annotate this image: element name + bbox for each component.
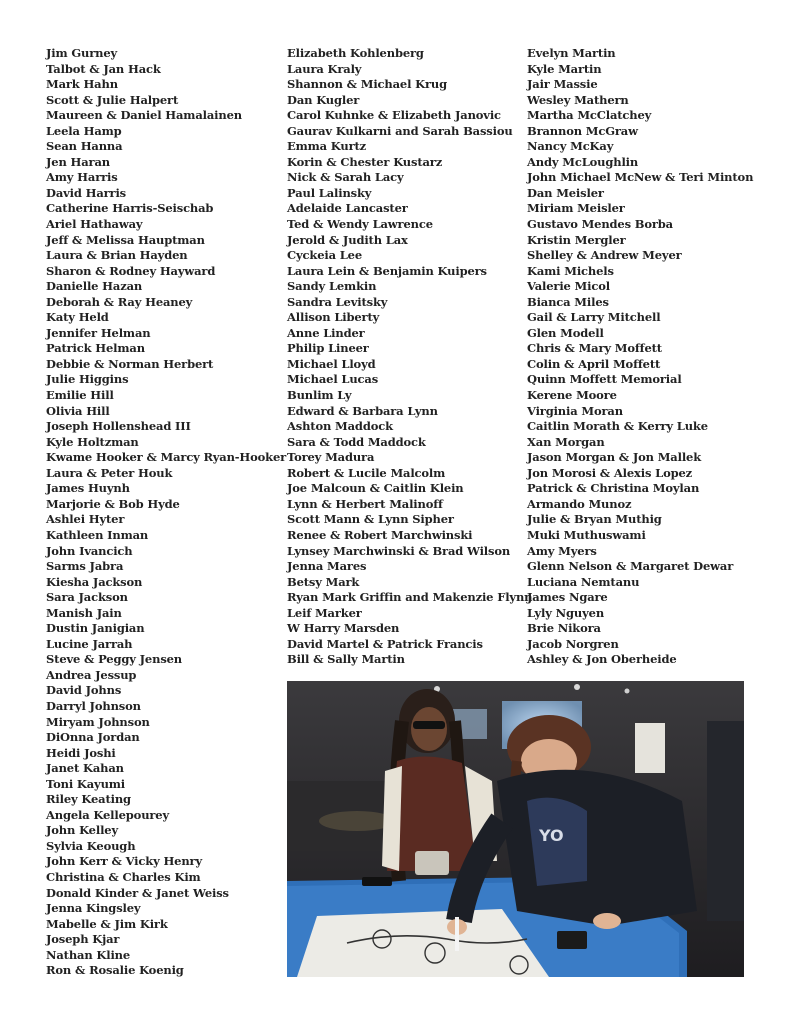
donor-name: Sara & Todd Maddock bbox=[287, 434, 426, 449]
donor-name: Joe Malcoun & Caitlin Klein bbox=[287, 481, 464, 496]
donor-name: Debbie & Norman Herbert bbox=[46, 356, 214, 371]
donor-name: Andy McLoughlin bbox=[527, 154, 639, 169]
donor-name: James Huynh bbox=[46, 481, 130, 496]
donor-name: Gaurav Kulkarni and Sarah Bassiou bbox=[287, 123, 513, 138]
donor-name: Kristin Mergler bbox=[527, 232, 626, 247]
donor-name: Mabelle & Jim Kirk bbox=[46, 916, 168, 931]
donor-name: Brannon McGraw bbox=[527, 123, 638, 138]
donor-name: Julie Higgins bbox=[46, 372, 129, 387]
donor-name: Xan Morgan bbox=[527, 434, 605, 449]
donor-name: Sandra Levitsky bbox=[287, 294, 388, 309]
donor-column-1 bbox=[46, 46, 286, 979]
donor-name: Kami Michels bbox=[527, 263, 614, 278]
donor-name: John Kerr & Vicky Henry bbox=[46, 854, 202, 869]
donor-name: Dustin Janigian bbox=[46, 621, 145, 636]
donor-name: Dan Kugler bbox=[287, 92, 360, 107]
donor-name: Kerene Moore bbox=[527, 388, 617, 403]
donor-name: Sara Jackson bbox=[46, 590, 128, 605]
donor-name: Ron & Rosalie Koenig bbox=[46, 963, 184, 978]
donor-name: Scott & Julie Halpert bbox=[46, 92, 179, 107]
donor-name: Bunlim Ly bbox=[287, 388, 352, 403]
donor-name: Maureen & Daniel Hamalainen bbox=[46, 108, 242, 123]
donor-name: Sarms Jabra bbox=[46, 559, 124, 574]
donor-name: John Kelley bbox=[46, 823, 118, 838]
donor-name: Anne Linder bbox=[287, 325, 365, 340]
donor-name: Caitlin Morath & Kerry Luke bbox=[527, 419, 708, 434]
donor-name: David Johns bbox=[46, 683, 122, 698]
donor-name: Lynn & Herbert Malinoff bbox=[287, 496, 443, 511]
donor-name: Dan Meisler bbox=[527, 185, 604, 200]
donor-name: Betsy Mark bbox=[287, 574, 360, 589]
donor-name: Nathan Kline bbox=[46, 947, 131, 962]
donor-column-2 bbox=[287, 46, 532, 668]
donor-name: Martha McClatchey bbox=[527, 108, 652, 123]
donor-name: Danielle Hazan bbox=[46, 279, 143, 294]
donor-name: Ashlei Hyter bbox=[46, 512, 125, 527]
donor-name: Christina & Charles Kim bbox=[46, 869, 201, 884]
donor-name: Amy Myers bbox=[527, 543, 597, 558]
donor-name: Riley Keating bbox=[46, 792, 131, 807]
donor-name: Michael Lucas bbox=[287, 372, 379, 387]
donor-name: Jenna Kingsley bbox=[46, 901, 141, 916]
donor-name: Torey Madura bbox=[287, 450, 375, 465]
donor-name: Jen Haran bbox=[46, 154, 110, 169]
donor-name: Muki Muthuswami bbox=[527, 527, 646, 542]
donor-name: Ashley & Jon Oberheide bbox=[527, 652, 677, 667]
donor-name: Armando Munoz bbox=[527, 496, 632, 511]
svg-text:YO: YO bbox=[539, 826, 564, 845]
donor-name: Shannon & Michael Krug bbox=[287, 77, 448, 92]
donor-name: Cyckeia Lee bbox=[287, 248, 363, 263]
donor-name: Nick & Sarah Lacy bbox=[287, 170, 404, 185]
donor-name: Sylvia Keough bbox=[46, 838, 136, 853]
donor-name: Janet Kahan bbox=[46, 761, 124, 776]
donor-name: Allison Liberty bbox=[287, 310, 380, 325]
donor-name: Elizabeth Kohlenberg bbox=[287, 46, 424, 60]
donor-name: Korin & Chester Kustarz bbox=[287, 154, 443, 169]
donor-name: Emilie Hill bbox=[46, 388, 114, 403]
donor-name: Olivia Hill bbox=[46, 403, 110, 418]
donor-name: Deborah & Ray Heaney bbox=[46, 294, 193, 309]
donor-name: Sean Hanna bbox=[46, 139, 123, 154]
donor-name: Glen Modell bbox=[527, 325, 604, 340]
donor-name: Quinn Moffett Memorial bbox=[527, 372, 682, 387]
donor-name: Jason Morgan & Jon Mallek bbox=[527, 450, 702, 465]
donor-name: Michael Lloyd bbox=[287, 356, 376, 371]
donor-name: Darryl Johnson bbox=[46, 698, 141, 713]
donor-name: Scott Mann & Lynn Sipher bbox=[287, 512, 454, 527]
donor-name: Lucine Jarrah bbox=[46, 636, 133, 651]
donor-name: Edward & Barbara Lynn bbox=[287, 403, 438, 418]
donor-name: Jeff & Melissa Hauptman bbox=[46, 232, 205, 247]
event-photo bbox=[287, 681, 744, 977]
donor-name: Jenna Mares bbox=[287, 559, 367, 574]
donor-name: Lyly Nguyen bbox=[527, 605, 605, 620]
donor-name: Mark Hahn bbox=[46, 77, 118, 92]
donor-name: Jacob Norgren bbox=[527, 636, 619, 651]
donor-name: Laura Kraly bbox=[287, 61, 362, 76]
donor-name: Kathleen Inman bbox=[46, 527, 149, 542]
donor-name: Renee & Robert Marchwinski bbox=[287, 527, 473, 542]
donor-name: DiOnna Jordan bbox=[46, 730, 140, 745]
donor-name: Wesley Mathern bbox=[527, 92, 629, 107]
donor-name: Lynsey Marchwinski & Brad Wilson bbox=[287, 543, 511, 558]
donor-name: Bill & Sally Martin bbox=[287, 652, 405, 667]
donor-name: Kyle Holtzman bbox=[46, 434, 139, 449]
donor-name: Robert & Lucile Malcolm bbox=[287, 465, 446, 480]
donor-name: Valerie Micol bbox=[527, 279, 610, 294]
donor-name: Jair Massie bbox=[527, 77, 598, 92]
donor-name: Leela Hamp bbox=[46, 123, 122, 138]
donor-name: Andrea Jessup bbox=[46, 667, 137, 682]
donor-name: Amy Harris bbox=[46, 170, 118, 185]
donor-name: Joseph Hollenshead III bbox=[46, 419, 191, 434]
donor-name: Gail & Larry Mitchell bbox=[527, 310, 661, 325]
donor-name: Laura & Peter Houk bbox=[46, 465, 173, 480]
donor-column-3 bbox=[527, 46, 753, 668]
donor-name: Julie & Bryan Muthig bbox=[527, 512, 662, 527]
donor-name: Marjorie & Bob Hyde bbox=[46, 496, 180, 511]
donor-name: Ted & Wendy Lawrence bbox=[287, 217, 433, 232]
donor-name: Jennifer Helman bbox=[46, 325, 151, 340]
donor-name: Katy Held bbox=[46, 310, 109, 325]
donor-name: Carol Kuhnke & Elizabeth Janovic bbox=[287, 108, 501, 123]
donor-name: Luciana Nemtanu bbox=[527, 574, 640, 589]
donor-name: Ashton Maddock bbox=[287, 419, 393, 434]
donor-name: Ryan Mark Griffin and Makenzie Flynn bbox=[287, 590, 533, 605]
donor-name: Jerold & Judith Lax bbox=[287, 232, 408, 247]
donor-name: Kwame Hooker & Marcy Ryan-Hooker bbox=[46, 450, 287, 465]
donor-name: John Michael McNew & Teri Minton bbox=[527, 170, 754, 185]
donor-name: Glenn Nelson & Margaret Dewar bbox=[527, 559, 734, 574]
donor-name: John Ivancich bbox=[46, 543, 133, 558]
donor-name: Paul Lalinsky bbox=[287, 185, 372, 200]
donor-name: Laura & Brian Hayden bbox=[46, 248, 188, 263]
donor-name: Sandy Lemkin bbox=[287, 279, 377, 294]
donor-name: Joseph Kjar bbox=[46, 932, 120, 947]
donor-name: Brie Nikora bbox=[527, 621, 601, 636]
donor-name: David Harris bbox=[46, 185, 126, 200]
donor-name: Heidi Joshi bbox=[46, 745, 116, 760]
donor-name: Colin & April Moffett bbox=[527, 356, 661, 371]
donor-name: Emma Kurtz bbox=[287, 139, 367, 154]
donor-name: Catherine Harris-Seischab bbox=[46, 201, 214, 216]
donor-name: Laura Lein & Benjamin Kuipers bbox=[287, 263, 487, 278]
donor-name: Gustavo Mendes Borba bbox=[527, 217, 673, 232]
donor-name: W Harry Marsden bbox=[287, 621, 400, 636]
donor-name: Sharon & Rodney Hayward bbox=[46, 263, 216, 278]
donor-name: Leif Marker bbox=[287, 605, 362, 620]
donor-name: Donald Kinder & Janet Weiss bbox=[46, 885, 229, 900]
donor-name: Shelley & Andrew Meyer bbox=[527, 248, 682, 263]
donor-name: Miriam Meisler bbox=[527, 201, 625, 216]
donor-name: Jim Gurney bbox=[46, 46, 118, 60]
donor-name: James Ngare bbox=[527, 590, 608, 605]
donor-name: Virginia Moran bbox=[527, 403, 623, 418]
donor-name: Steve & Peggy Jensen bbox=[46, 652, 183, 667]
donor-name: Miryam Johnson bbox=[46, 714, 150, 729]
donor-name: Philip Lineer bbox=[287, 341, 369, 356]
donor-name: Talbot & Jan Hack bbox=[46, 61, 161, 76]
donor-name: Patrick & Christina Moylan bbox=[527, 481, 700, 496]
donor-name: Adelaide Lancaster bbox=[287, 201, 408, 216]
donor-name: Kyle Martin bbox=[527, 61, 602, 76]
donor-name: Nancy McKay bbox=[527, 139, 614, 154]
donor-name: Toni Kayumi bbox=[46, 776, 126, 791]
donor-name: Jon Morosi & Alexis Lopez bbox=[527, 465, 693, 480]
donor-name: Patrick Helman bbox=[46, 341, 145, 356]
donor-name: Evelyn Martin bbox=[527, 46, 616, 60]
donor-name: Chris & Mary Moffett bbox=[527, 341, 662, 356]
donor-name: Ariel Hathaway bbox=[46, 217, 143, 232]
donor-name: Kiesha Jackson bbox=[46, 574, 143, 589]
donor-name: Angela Kellepourey bbox=[46, 807, 170, 822]
donor-name: David Martel & Patrick Francis bbox=[287, 636, 483, 651]
donor-name: Manish Jain bbox=[46, 605, 122, 620]
donor-name: Bianca Miles bbox=[527, 294, 609, 309]
